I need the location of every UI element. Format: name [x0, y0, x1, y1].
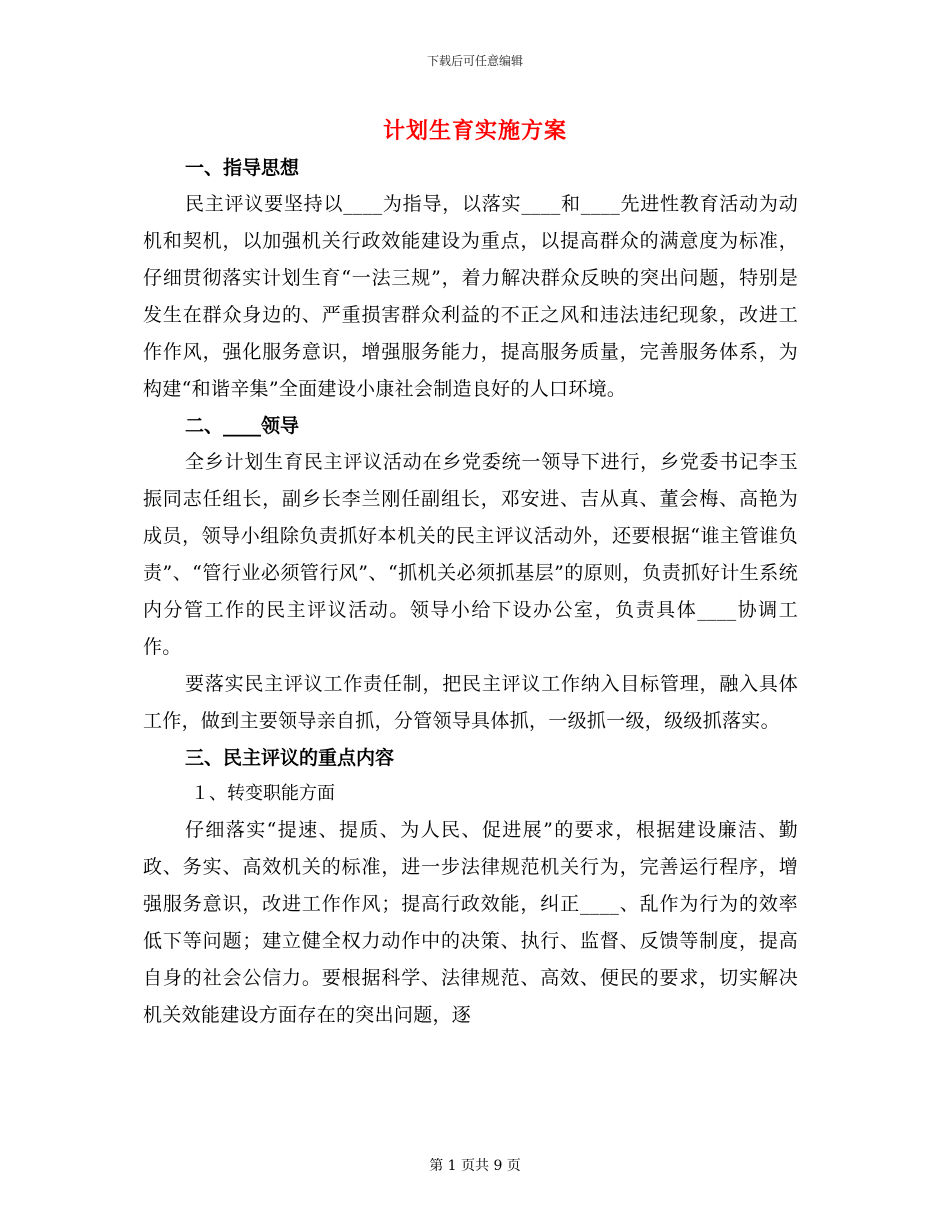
- section-2-paragraph-2: 要落实民主评议工作责任制，把民主评议工作纳入目标管理，融入具体工作，做到主要领导亲自抓，分管领导具体抓，一级抓一级，级级抓落实。: [143, 673, 798, 732]
- section-3-subheading: １、转变职能方面: [191, 783, 335, 804]
- document-title: 计划生育实施方案: [382, 118, 567, 144]
- section-3-paragraph: 仔细落实“提速、提质、为人民、促进展”的要求，根据建设廉洁、勤政、务实、高效机关的标准，进一步法律规范机关行为，完善运行程序，增强服务意识，改进工作作风；提高行政效能，纠正____、乱作为行为的效率低下等问题；建立健全权力动作中的决策、执行、监督、反馈等制度，提高自身的社会公信力。要根据科学、法律规范、高效、便民的要求，切实解决机关效能建设方面存在的突出问题，逐: [143, 819, 798, 1026]
- section-3-heading: 三、民主评议的重点内容: [185, 747, 395, 769]
- section-2-paragraph-1: 全乡计划生育民主评议活动在乡党委统一领导下进行，乡党委书记李玉振同志任组长，副乡长李兰刚任副组长，邓安进、吉从真、董会梅、高艳为成员，领导小组除负责抓好本机关的民主评议活动外，还要根据“谁主管谁负责”、“管行业必须管行风”、“抓机关必须抓基层”的原则，负责抓好计生系统内分管工作的民主评议活动。领导小给下设办公室，负责具体____协调工作。: [143, 451, 798, 658]
- document-body: [143, 150, 798, 1034]
- section-1-heading: 一、指导思想: [185, 157, 300, 179]
- header-note: 下载后可任意编辑: [426, 54, 523, 68]
- section-2-heading: 二、____领导: [185, 415, 300, 437]
- page-footer: 第 1 页共 9 页: [429, 1158, 521, 1174]
- section-1-paragraph: 民主评议要坚持以____为指导，以落实____和____先进性教育活动为动机和契机，以加强机关行政效能建设为重点，以提高群众的满意度为标准，仔细贯彻落实计划生育“一法三规”，着力解决群众反映的突出问题，特别是发生在群众身边的、严重损害群众利益的不正之风和违法违纪现象，改进工作作风，强化服务意识，增强服务能力，提高服务质量，完善服务体系，为构建“和谐辛集”全面建设小康社会制造良好的人口环境。: [143, 193, 798, 400]
